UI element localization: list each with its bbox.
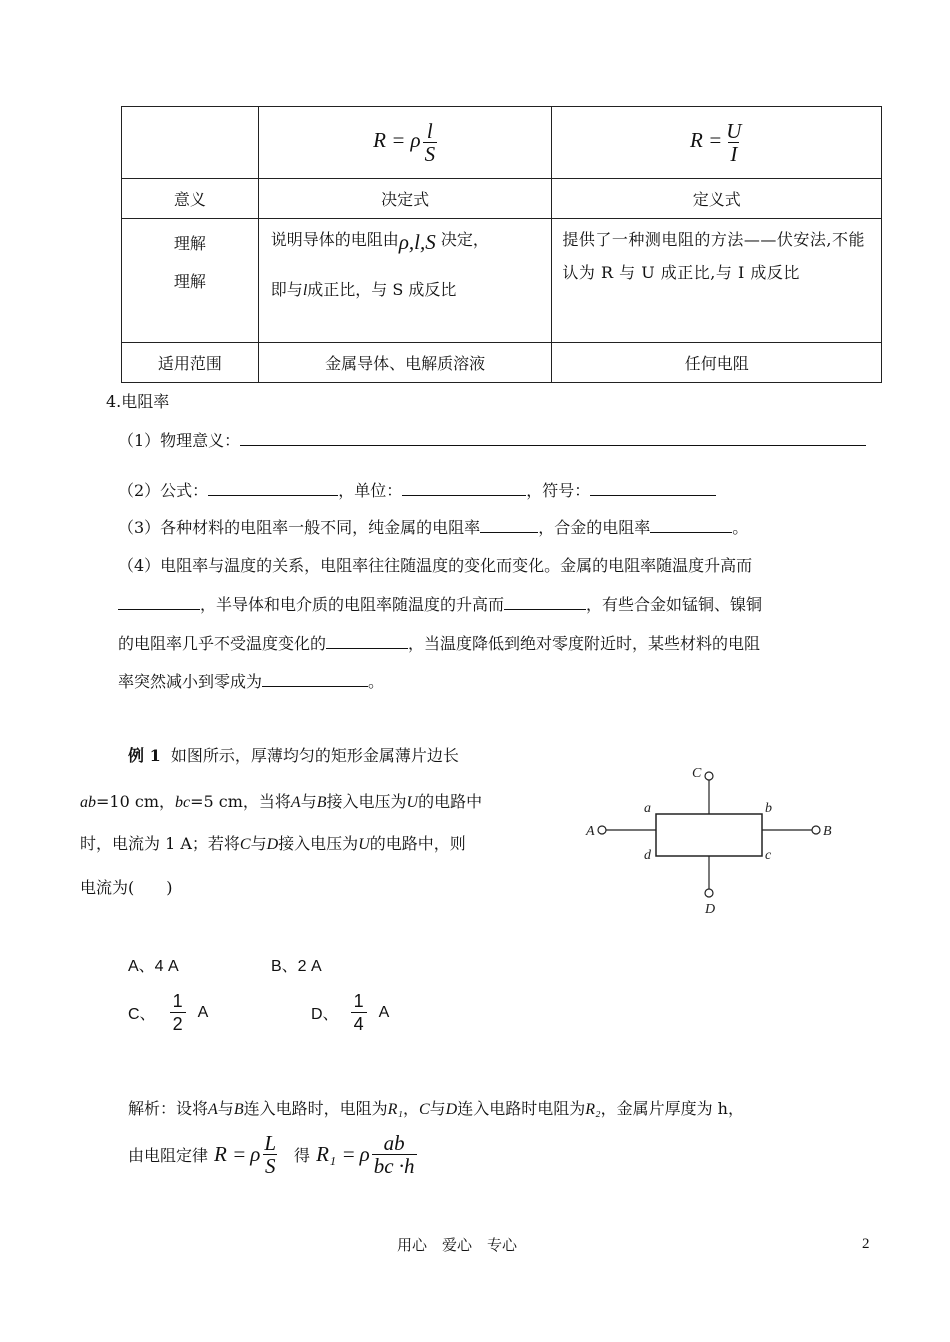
cell-meaning-2: 定义式 [552,179,882,219]
footer-motto: 用心 爱心 专心 [397,1236,518,1254]
page-number: 2 [862,1236,870,1252]
table-header-row [122,107,882,179]
cell-scope-1: 金属导体、电解质溶液 [258,343,552,383]
metal-plate-figure [580,758,850,918]
terminal-A [598,826,606,834]
blank-field [326,632,408,649]
row-label-meaning: 意义 [122,179,259,219]
table-header-empty [122,107,259,179]
formula-ohm-definition: R = $\frac{U}{I}$ [552,107,882,179]
label-c: c [765,848,772,863]
option-B: B、2 A [271,958,322,975]
example-line-1: 例 1 如图所示，厚薄均匀的矩形金属薄片边长 [128,746,459,765]
option-C: C、 $\frac{1}{2}$ A [128,991,209,1034]
section-heading-resistivity: 4.电阻率 [106,392,170,411]
example-line-3: 时，电流为 1 A；若将C与D接入电压为U的电路中，则 [80,834,466,853]
formula-resistance-law: R = ρ $\frac{l}{S}$ [258,107,552,179]
option-D: D、 $\frac{1}{4}$ A [311,991,390,1034]
blank-field [402,479,526,496]
question-2: （2）公式： ，单位： ，符号： [118,478,716,501]
question-3: （3）各种材料的电阻率一般不同，纯金属的电阻率 ，合金的电阻率 。 [118,518,749,537]
table-row-understanding [122,219,882,343]
row-label-understanding: 理解 理解 [122,219,259,343]
cell-meaning-1: 决定式 [258,179,552,219]
question-1: （1）物理意义： [118,428,866,451]
cell-scope-2: 任何电阻 [552,343,882,383]
terminal-C [705,772,713,780]
label-C: C [692,766,702,781]
metal-plate-rect [656,814,762,856]
table-row-scope [122,343,882,383]
example-line-4: 电流为( ) [80,878,173,897]
blank-field [650,516,732,533]
label-a: a [644,801,651,816]
blank-field [480,516,538,533]
blank-field [208,479,338,496]
cell-understanding-2: 提供了一种测电阻的方法——伏安法,不能认为 R 与 U 成正比,与 I 成反比 [552,219,882,343]
label-d: d [644,848,651,863]
label-b: b [765,801,772,816]
comparison-table [121,106,882,383]
cell-understanding-1: 说明导体的电阻由ρ,l,S 决定， 即与l成正比，与 S 成反比 [258,219,552,343]
label-A: A [586,824,595,839]
solution-line-2: 由电阻定律 R = ρ $\frac{L}{S}$ 得 R₁ = ρ $\frac{ab}{bc \cdot h}$ [128,1131,415,1178]
terminal-D [705,889,713,897]
question-4-line-4: 率突然减小到零成为 。 [118,672,385,691]
example-line-2: ab=10 cm，bc=5 cm，当将A与B接入电压为U的电路中 [80,792,483,811]
blank-field [118,593,200,610]
label-D: D [705,902,716,917]
blank-field [262,670,368,687]
example-label: 例 1 [128,746,161,765]
question-4-line-3: 的电阻率几乎不受温度变化的 ，当温度降低到绝对零度附近时，某些材料的电阻 [118,634,761,653]
blank-field [504,593,586,610]
question-4-line-1: （4）电阻率与温度的关系，电阻率往往随温度的变化而变化。金属的电阻率随温度升高而 [118,556,753,575]
terminal-B [812,826,820,834]
blank-field [590,479,716,496]
option-A: A、4 A [128,958,179,975]
question-4-line-2: ，半导体和电介质的电阻率随温度的升高而 ，有些合金如锰铜、镍铜 [118,592,762,615]
row-label-scope: 适用范围 [122,343,259,383]
blank-field [240,429,866,446]
table-row-meaning [122,179,882,219]
label-B: B [823,824,832,839]
solution-line-1: 解析：设将A与B连入电路时，电阻为R₁，C与D连入电路时电阻为R₂，金属片厚度为 h， [128,1099,744,1118]
